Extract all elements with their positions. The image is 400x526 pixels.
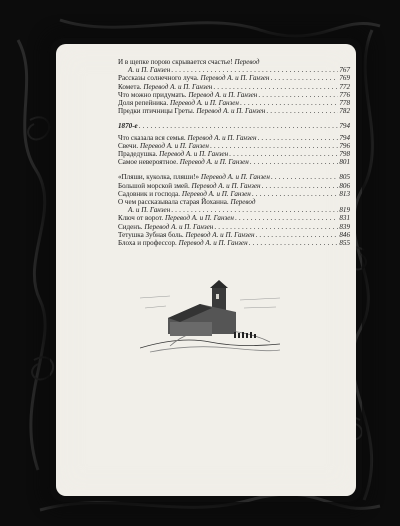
entry-page: 813 [339, 189, 350, 198]
toc-entry [118, 58, 350, 74]
entry-title: «Пляши, куколка, пляши!» [118, 173, 200, 182]
entry-translator: Перевод А. и П. Ганзен [169, 99, 239, 108]
entry-translator-cont: А. и П. Ганзен [128, 66, 171, 75]
entry-title: Что можно придумать. [118, 90, 187, 99]
entry-translator: Перевод А. и П. Ганзен [164, 214, 234, 223]
entry-translator: Перевод А. и П. Ганзен [179, 158, 249, 167]
entry-page: 767 [339, 66, 350, 75]
entry-translator: Перевод А. и П. Ганзен [185, 230, 255, 239]
entry-title: О чем рассказывала старая Йоханна. [118, 198, 229, 207]
entry-page: 778 [339, 99, 350, 108]
entry-page: 855 [339, 239, 350, 248]
entry-translator: Перевод А. и П. Ганзен [143, 82, 213, 91]
entry-translator: Перевод А. и П. Ганзен [200, 173, 270, 182]
toc-entry [118, 214, 350, 222]
entry-page: 798 [339, 150, 350, 159]
entry-page: 776 [339, 90, 350, 99]
toc-entry [118, 91, 350, 99]
section-title: 1870-е [118, 122, 138, 131]
entry-title: Сиденъ. [118, 222, 143, 231]
toc-entry [118, 107, 350, 115]
entry-title: Рассказы солнечного луча. [118, 74, 199, 83]
entry-page: 772 [339, 82, 350, 91]
entry-title: Блоха и профессор. [118, 239, 177, 248]
entry-title: Свечи. [118, 141, 139, 150]
entry-translator: Перевод А. и П. Ганзен [159, 150, 229, 159]
entry-title: Доля репейника. [118, 99, 169, 108]
entry-title: Предки птичницы Греты. [118, 107, 195, 116]
entry-page: 805 [339, 173, 350, 182]
toc-section-heading [118, 122, 350, 130]
entry-translator: Перевод [234, 58, 260, 66]
toc-entry [118, 83, 350, 91]
entry-translator: Перевод [230, 198, 256, 207]
entry-translator: Перевод А. и П. Ганзен [191, 181, 261, 190]
entry-translator: Перевод А. и П. Ганзен [187, 133, 257, 142]
toc-entry [118, 231, 350, 239]
entry-title: Большой морской змей. [118, 181, 190, 190]
toc-entry [118, 239, 350, 247]
toc-entry [118, 158, 350, 166]
toc-entry [118, 142, 350, 150]
entry-title: И в щепке порою скрывается счастье! [118, 58, 233, 66]
entry-title: Комета. [118, 82, 142, 91]
entry-title: Что сказала вся семья. [118, 133, 186, 142]
entry-translator: Перевод А. и П. Ганзен [178, 239, 248, 248]
entry-page: 846 [339, 230, 350, 239]
entry-title: Прадедушка. [118, 150, 158, 159]
entry-page: 819 [339, 206, 350, 215]
entry-page: 831 [339, 214, 350, 223]
toc-entry [118, 173, 350, 181]
entry-page: 801 [339, 158, 350, 167]
table-of-contents [118, 58, 350, 247]
entry-page: 794 [339, 133, 350, 142]
toc-entry [118, 182, 350, 190]
entry-translator: Перевод А. и П. Ганзен [144, 222, 214, 231]
entry-translator: Перевод А. и П. Ганзен [181, 189, 251, 198]
entry-translator: Перевод А. и П. Ганзен [200, 74, 270, 83]
entry-title: Садовник и господа. [118, 189, 181, 198]
section-page: 794 [339, 122, 350, 131]
toc-entry [118, 150, 350, 158]
toc-entry [118, 99, 350, 107]
entry-translator: Перевод А. и П. Ганзен [188, 90, 258, 99]
entry-title: Тетушка Зубная боль. [118, 230, 184, 239]
toc-entry [118, 134, 350, 142]
entry-translator: Перевод А. и П. Ганзен [139, 141, 209, 150]
entry-translator: Перевод А. и П. Ганзен [196, 107, 266, 116]
entry-page: 839 [339, 222, 350, 231]
entry-page: 796 [339, 141, 350, 150]
entry-page: 769 [339, 74, 350, 83]
toc-entry [118, 190, 350, 198]
toc-entry [118, 223, 350, 231]
entry-title: Самое невероятное. [118, 158, 178, 167]
entry-page: 782 [339, 107, 350, 116]
toc-entry [118, 74, 350, 82]
entry-title: Ключ от ворот. [118, 214, 164, 223]
church-on-hill-engraving-icon [140, 278, 280, 358]
entry-page: 806 [339, 181, 350, 190]
toc-entry [118, 198, 350, 214]
entry-translator-cont: А. и П. Ганзен [128, 206, 171, 215]
